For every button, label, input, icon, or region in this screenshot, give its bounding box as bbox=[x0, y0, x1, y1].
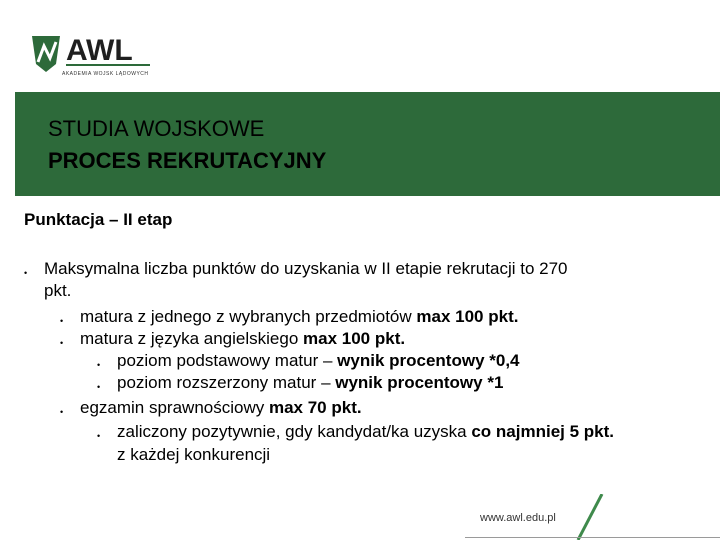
bullet-icon: • bbox=[60, 407, 64, 417]
shield-icon bbox=[32, 36, 60, 72]
list-item-continuation: pkt. bbox=[44, 281, 72, 300]
list-item: matura z języka angielskiego max 100 pkt. bbox=[80, 329, 406, 348]
list-item: egzamin sprawnościowy max 70 pkt. bbox=[80, 398, 362, 417]
list-item-continuation: z każdej konkurencji bbox=[117, 445, 271, 464]
bullet-icon: • bbox=[24, 268, 28, 278]
bullet-icon: • bbox=[97, 382, 101, 392]
bullet-icon: • bbox=[97, 360, 101, 370]
logo-text: AWL bbox=[66, 34, 133, 67]
bullet-icon: • bbox=[60, 316, 64, 326]
list-item: matura z jednego z wybranych przedmiotów max 100 pkt. bbox=[80, 307, 519, 326]
title-banner bbox=[15, 92, 720, 196]
list-item: zaliczony pozytywnie, gdy kandydat/ka uzyska co najmniej 5 pkt. bbox=[117, 422, 614, 441]
footer-slash-icon bbox=[568, 494, 628, 540]
list-item: poziom podstawowy matur – wynik procentowy *0,4 bbox=[117, 351, 520, 370]
section-title: Punktacja – II etap bbox=[24, 210, 173, 229]
footer-url[interactable]: www.awl.edu.pl bbox=[480, 512, 556, 524]
list-item: poziom rozszerzony matur – wynik procentowy *1 bbox=[117, 373, 504, 392]
footer-divider bbox=[465, 537, 720, 538]
list-item: Maksymalna liczba punktów do uzyskania w II etapie rekrutacji to 270 bbox=[44, 259, 568, 278]
bullet-icon: • bbox=[97, 431, 101, 441]
banner-title: STUDIA WOJSKOWE bbox=[48, 116, 265, 141]
bullet-icon: • bbox=[60, 338, 64, 348]
banner-subtitle: PROCES REKRUTACYJNY bbox=[48, 148, 327, 173]
logo-subtext: AKADEMIA WOJSK LĄDOWYCH bbox=[62, 71, 149, 77]
